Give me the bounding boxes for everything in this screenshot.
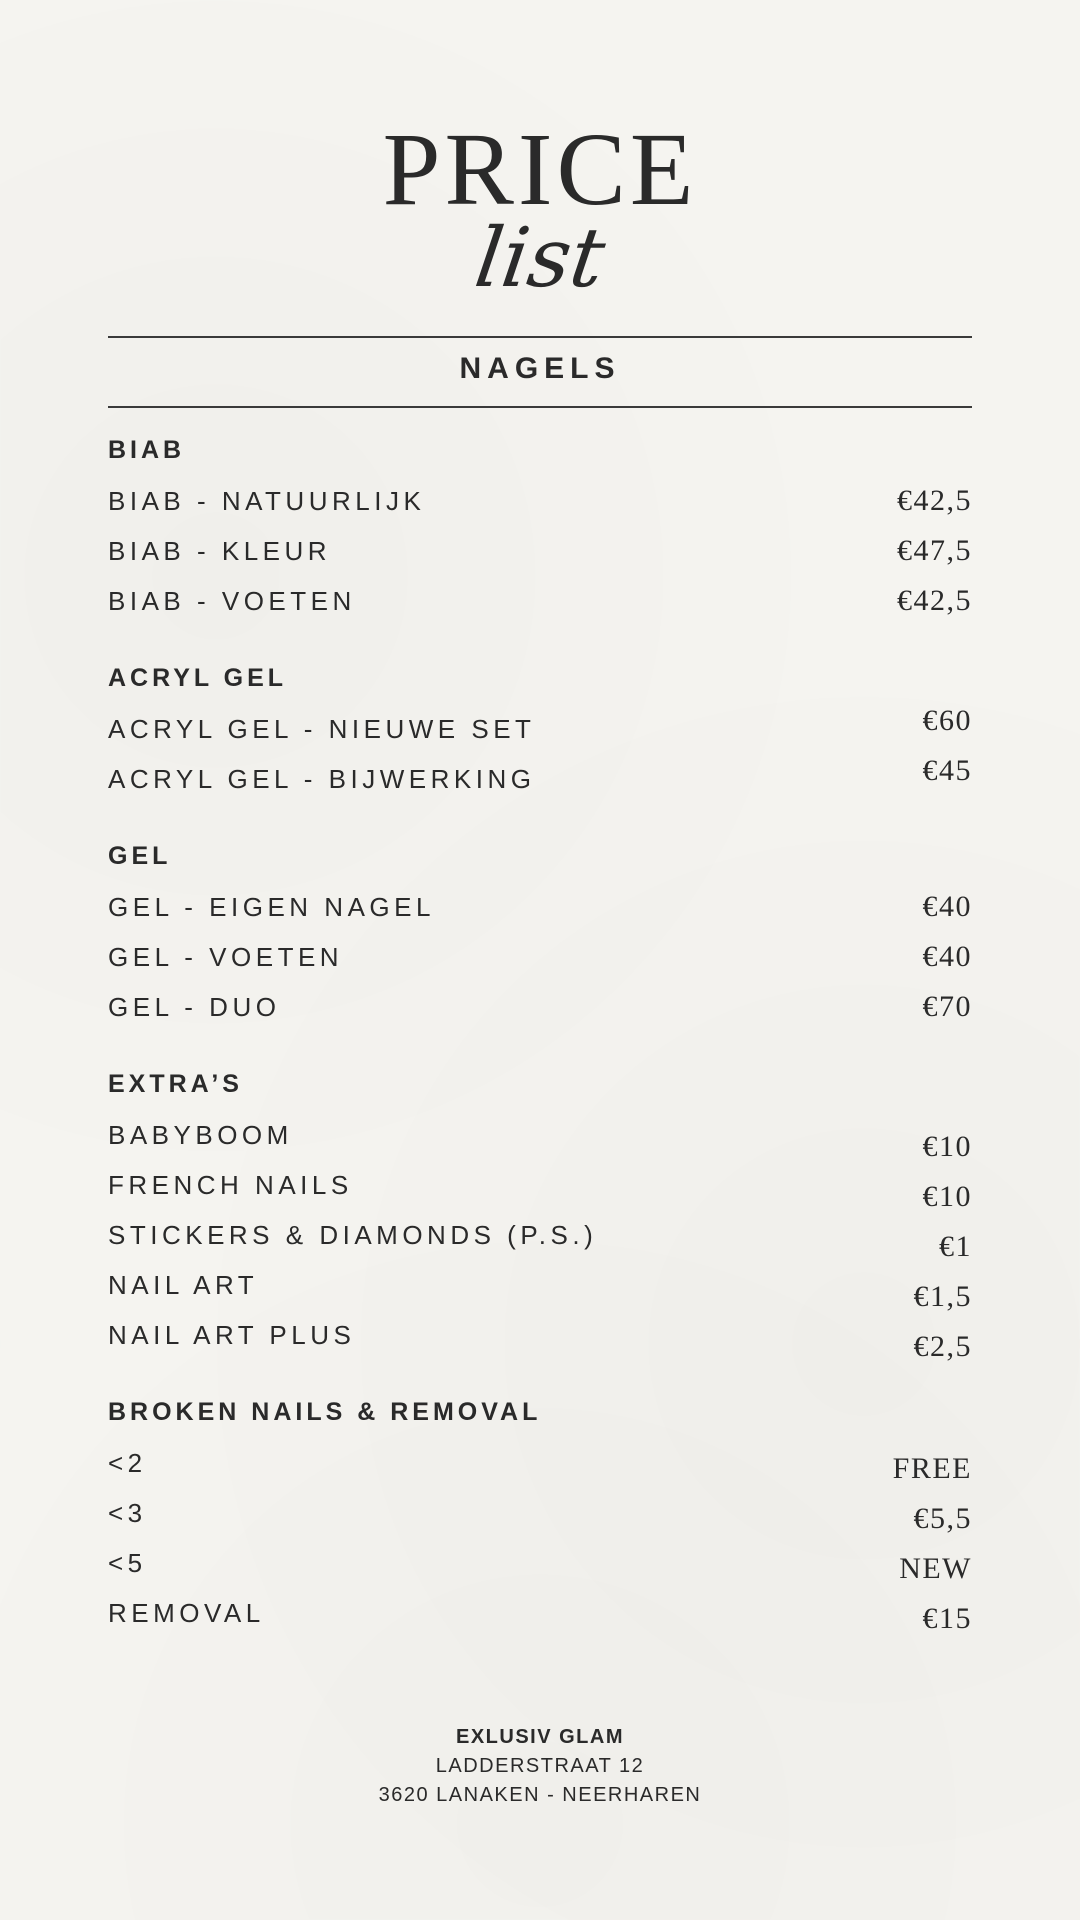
item-name: GEL - EIGEN NAGEL (108, 892, 435, 922)
divider-top (108, 336, 972, 338)
item-price: €10 (922, 1130, 972, 1163)
item-name: REMOVAL (108, 1598, 265, 1628)
price-row (108, 536, 972, 570)
price-row (108, 586, 972, 620)
item-name: ACRYL GEL - BIJWERKING (108, 764, 536, 794)
item-name: NAIL ART PLUS (108, 1320, 356, 1350)
item-name: STICKERS & DIAMONDS (P.S.) (108, 1220, 598, 1250)
business-name: EXLUSIV GLAM (455, 1726, 624, 1748)
item-price: €40 (922, 890, 972, 923)
item-price: €1 (939, 1230, 972, 1263)
item-name: GEL - DUO (108, 992, 281, 1022)
price-row (108, 1498, 972, 1535)
item-price: €42,5 (897, 484, 972, 517)
item-price: €45 (922, 754, 972, 787)
item-price: €10 (922, 1180, 972, 1213)
item-price: €5,5 (913, 1502, 972, 1535)
item-name: <2 (108, 1448, 147, 1478)
item-name: <3 (108, 1498, 147, 1528)
item-name: NAIL ART (108, 1270, 259, 1300)
item-price: €40 (922, 940, 972, 973)
address-street: LADDERSTRAAT 12 (435, 1755, 645, 1777)
item-name: BIAB - KLEUR (108, 536, 332, 566)
item-name: FRENCH NAILS (108, 1170, 353, 1200)
section-title: NAGELS (459, 352, 621, 385)
item-name: BIAB - NATUURLIJK (108, 486, 426, 516)
price-row (108, 892, 972, 926)
price-row (108, 1270, 972, 1313)
item-name: <5 (108, 1548, 147, 1578)
item-name: BIAB - VOETEN (108, 586, 356, 616)
address-city: 3620 LANAKEN - NEERHAREN (378, 1784, 702, 1806)
price-row (108, 1548, 972, 1585)
divider-bottom (108, 406, 972, 408)
item-price: €47,5 (897, 534, 972, 567)
price-row (108, 1320, 972, 1363)
category-title-broken-nails-removal: BROKEN NAILS & REMOVAL (108, 1398, 542, 1426)
item-price: €1,5 (913, 1280, 972, 1313)
price-row (108, 1170, 972, 1213)
item-price: NEW (899, 1552, 972, 1585)
price-row (108, 1220, 972, 1263)
price-row (108, 704, 972, 748)
item-price: FREE (892, 1452, 972, 1485)
item-name: GEL - VOETEN (108, 942, 344, 972)
category-title-gel: GEL (108, 842, 172, 870)
footer-address (0, 1726, 1080, 1807)
price-row (108, 942, 972, 976)
item-name: BABYBOOM (108, 1120, 293, 1150)
price-row (108, 1120, 972, 1163)
category-title-acryl-gel: ACRYL GEL (108, 664, 288, 692)
item-price: €60 (922, 704, 972, 737)
page-title: PRICE (382, 112, 698, 227)
price-row (108, 1448, 972, 1485)
item-price: €2,5 (913, 1330, 972, 1363)
item-price: €15 (922, 1602, 972, 1635)
item-price: €42,5 (897, 584, 972, 617)
price-row (108, 1598, 972, 1635)
page-subtitle-script: list (469, 211, 611, 306)
item-price: €70 (922, 990, 972, 1023)
price-row (108, 754, 972, 798)
category-title-biab: BIAB (108, 436, 186, 464)
item-name: ACRYL GEL - NIEUWE SET (108, 714, 536, 744)
price-row (108, 992, 972, 1026)
category-title-extras: EXTRA’S (108, 1070, 243, 1098)
price-row (108, 486, 972, 520)
